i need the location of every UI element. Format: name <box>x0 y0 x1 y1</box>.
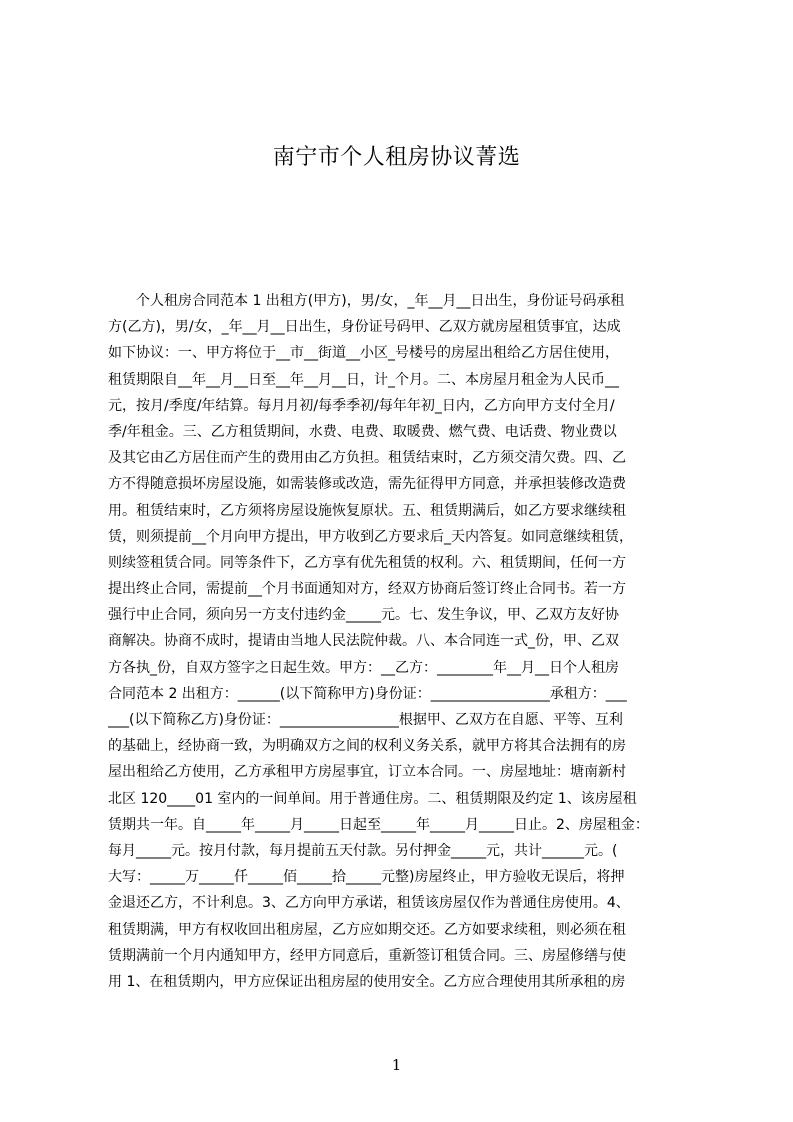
body-line: 用。租赁结束时，乙方须将房屋设施恢复原状。五、租赁期满后，如乙方要求继续租 <box>108 502 626 519</box>
page-number: 1 <box>391 1056 402 1074</box>
body-line: 每月_____元。按月付款，每月提前五天付款。另付押金_____元，共计______元。( <box>108 842 618 859</box>
body-line: 租赁期限自__年__月__日至__年__月__日，计_个月。二、本房屋月租金为人民币__ <box>108 371 619 388</box>
body-line: 屋出租给乙方使用，乙方承租甲方房屋事宜，订立本合同。一、房屋地址：塘南新村 <box>108 764 626 781</box>
body-line: 租赁期满，甲方有权收回出租房屋，乙方应如期交还。乙方如要求续租，则必须在租 <box>108 921 626 938</box>
body-line: 元，按月/季度/年结算。每月月初/每季季初/每年年初_日内，乙方向甲方支付全月/ <box>108 397 615 414</box>
body-line: 大写：_____万_____仟_____佰_____拾_____元整)房屋终止，甲方验收无误后，将押 <box>108 869 625 886</box>
body-line: 金退还乙方，不计利息。3、乙方向甲方承诺，租赁该房屋仅作为普通住房使用。4、 <box>108 895 630 912</box>
body-line: 北区 120____01 室内的一间单间。用于普通住房。二、租赁期限及约定 1、该房屋租 <box>108 790 637 807</box>
body-line: ___(以下简称乙方)身份证：_________________根据甲、乙双方在自愿、平等、互利 <box>108 712 623 728</box>
body-line: 及其它由乙方居住而产生的费用由乙方负担。租赁结束时，乙方须交清欠费。四、乙 <box>108 450 626 467</box>
body-line: 的基础上，经协商一致，为明确双方之间的权利义务关系，就甲方将其合法拥有的房 <box>108 738 626 755</box>
body-line: 合同范本 2 出租方：______(以下简称甲方)身份证：_________________承租方：___ <box>108 685 627 702</box>
body-line: 则续签租赁合同。同等条件下，乙方享有优先租赁的权利。六、租赁期间，任何一方 <box>108 554 626 571</box>
document-body <box>108 288 698 1014</box>
body-line: 方(乙方)，男/女，_年__月__日出生，身份证号码甲、乙双方就房屋租赁事宜，达成 <box>108 319 621 336</box>
body-line: 方不得随意损坏房屋设施，如需装修或改造，需先征得甲方同意，并承担装修改造费 <box>108 476 626 493</box>
body-line: 方各执_份，自双方签字之日起生效。甲方：__乙方：________年__月__日个人租房 <box>108 659 619 676</box>
body-line: 强行中止合同，须向另一方支付违约金_____元。七、发生争议，甲、乙双方友好协 <box>108 607 619 624</box>
body-line: 如下协议：一、甲方将位于__市__街道__小区_号楼号的房屋出租给乙方居住使用， <box>108 345 619 362</box>
body-line: 季/年租金。三、乙方租赁期间，水费、电费、取暖费、燃气费、电话费、物业费以 <box>108 423 617 440</box>
body-line: 赁，则须提前__个月向甲方提出，甲方收到乙方要求后_天内答复。如同意继续租赁， <box>108 528 633 545</box>
body-line: 提出终止合同，需提前__个月书面通知对方，经双方协商后签订终止合同书。若一方 <box>108 581 626 598</box>
body-line: 赁期共一年。自_____年_____月_____日起至_____年_____月_____日止。2、房屋租金： <box>108 816 649 833</box>
body-line: 商解决。协商不成时，提请由当地人民法院仲裁。八、本合同连一式_份，甲、乙双 <box>108 633 619 650</box>
body-line: 赁期满前一个月内通知甲方，经甲方同意后，重新签订租赁合同。三、房屋修缮与使 <box>108 947 626 964</box>
body-line: 个人租房合同范本 1 出租方(甲方)，男/女，_年__月__日出生，身份证号码承租 <box>108 293 625 309</box>
body-line: 用 1、在租赁期内，甲方应保证出租房屋的使用安全。乙方应合理使用其所承租的房 <box>108 973 626 990</box>
document-title: 南宁市个人租房协议菁选 <box>272 145 521 170</box>
